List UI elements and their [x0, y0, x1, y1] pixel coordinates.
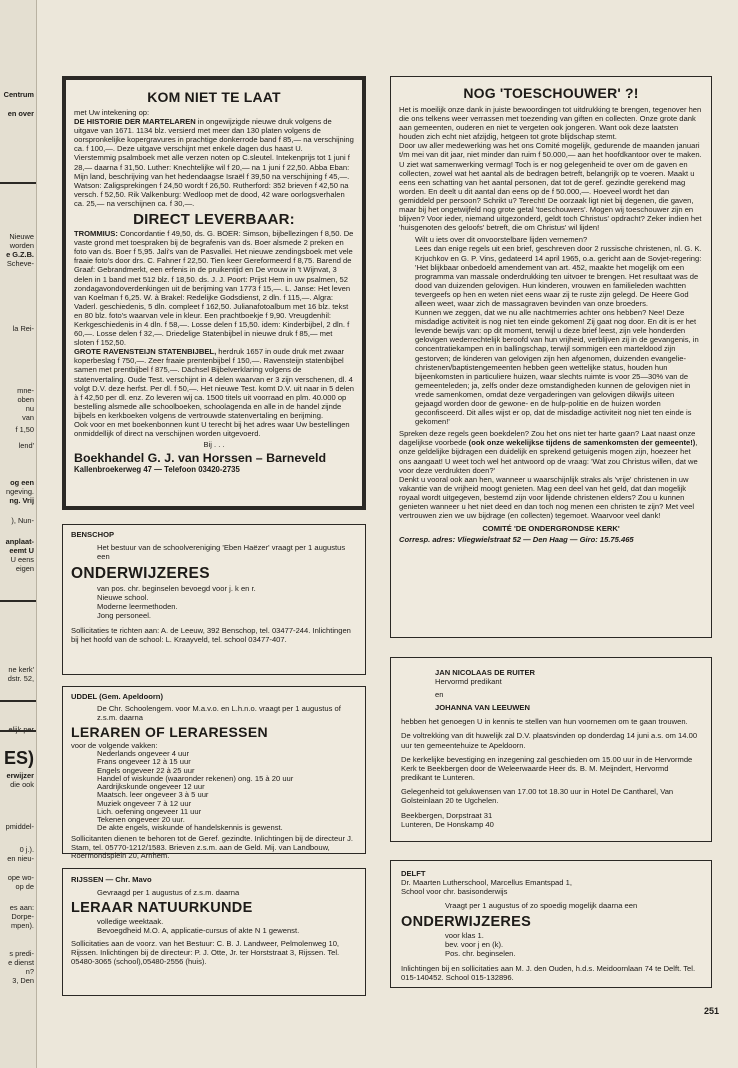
address-line: Beekbergen, Dorpstraat 31: [401, 811, 493, 821]
ad-text: DE HISTORIE DER MARTELAREN in ongewijzigde nieuwe druk volgens de uitgave van 1671. 1134 blz. versierd met meer dan 130 platen volgens de oorspronkelijke kopergravures in prachtige donkerrode band f 85,— na verschijning ca. f 100,—. Deze uitgave verschijnt met enkele dagen dus haast U.: [74, 117, 354, 154]
ad-place: UDDEL (Gem. Apeldoorn): [71, 692, 163, 701]
ad-title: ONDERWIJZERES: [401, 914, 532, 931]
list-item: van pos. chr. beginselen bevoegd voor j. k en r.: [97, 584, 256, 594]
ad-text: Ook voor en met boekenbonnen kunt U terecht bij het adres waar Uw bestellingen onmiddellijk of direct na verschijnen worden uitgevoerd.: [74, 420, 350, 439]
article-text: Het is moeilijk onze dank in juiste bewoordingen tot uitdrukking te brengen, tegenover hen die ons telkens weer verrassen met toezending van giften en collecten. Onze grote dank aan gemeenten, ouderen en niet te vergeten ook jongeren. Want ook deze laatsten houden zich echt niet afzijdig, hetgeen tot grote blijdschap stemt.: [399, 105, 702, 142]
list-item: Muziek ongeveer 7 à 12 uur: [97, 798, 192, 808]
announcement-text: De kerkelijke bevestiging en inzegening zal geschieden om 15.00 uur in de Hervormde Kerk te Beekbergen door de Weleerwaarde Heer ds. B. M. Meijndert, Hervormd predikant te Lunteren.: [401, 754, 693, 782]
margin-fragment: ng. Vrij: [9, 496, 34, 505]
ad-text: Sollicitaties te richten aan: A. de Leeuw, 392 Benschop, tel. 03477-244. Inlichtingen bij het hoofd van de school: L. Kraayveld, tel. school 03477-407.: [71, 625, 351, 644]
margin-fragment: ope wo-: [7, 873, 34, 882]
article-box: [390, 76, 712, 638]
ad-text: voor de volgende vakken:: [71, 741, 158, 751]
ad-subtitle: DIRECT LEVERBAAR:: [133, 211, 295, 229]
margin-fragment: Nieuwe: [9, 232, 34, 241]
margin-fragment: 0 j.).: [19, 845, 34, 854]
list-item: Engels ongeveer 22 à 25 uur: [97, 765, 195, 775]
list-item: Bevoegdheid M.O. A, applicatie-cursus of akte N 1 gewenst.: [97, 926, 300, 936]
ad-list: [71, 917, 357, 935]
ad-text: Sollicitaties aan de voorz. van het Bestuur: C. B. J. Landweer, Pelmolenweg 10, Rijssen. Inlichtingen bij de directeur: P. J. Otte, Jr. ter Horststraat 3, Rijssen. Tel. 05480-3065 (school),05480-2556 (huis).: [71, 939, 340, 967]
margin-fragment: og een: [10, 478, 34, 487]
margin-rule: [0, 730, 36, 732]
list-item: Handel of wiskunde (waaronder rekenen) ong. 15 à 20 uur: [97, 773, 294, 783]
margin-fragment: eigen: [15, 564, 34, 573]
margin-fragment: ), Nun-: [11, 516, 34, 525]
ad-text: Sollicitanten dienen te behoren tot de Geref. gezindte. Inlichtingen bij de directeur J. Stam, tel. 05770-1212/1583. Brieven z.s.m. aan de Geld. Mij. van Landbouw, Roermondsplein 20, Arnhem.: [71, 834, 353, 861]
list-item: Pos. chr. beginselen.: [445, 949, 516, 959]
list-item: Frans ongeveer 12 à 15 uur: [97, 757, 191, 767]
margin-fragment: oben: [17, 395, 34, 404]
ad-list: [71, 584, 357, 620]
ad-title: ONDERWIJZERES: [71, 565, 210, 583]
margin-fragment: worden: [9, 241, 34, 250]
wedding-announcement: [390, 657, 712, 842]
article-text: Kunnen we zeggen, dat we nu alle nachtmerries achter ons hebben? Nee! Deze misdadige activiteit is nog niet ten einde gekomen! Zij gaat nog door. En dit is er het levende bewijs van: op dit moment, terwijl u deze brief leest, zijn vele honderden gelovigen wederrechtelijk beroofd van hun vrijheid, verblijven zij in de gevangenis, in concentratiekampen en in ballingschap, terwijl sommigen een marteldood zijn gestorven; de kinderen van gelovigen zijn hen afgenomen, duizenden evangelie-christenen/baptistengemeenten hebben geen wettelijke status, houden hun bijeenkomsten in particuliere huizen, waar slechts ruimte is voor 25—30% van de gemeenteleden; ja, zelfs onder deze omstandigheden kunnen de gelovigen niet in vrede samenkomen, omdat deze vergaderingen van gelovigen dikwijls uiteen gejaagd worden door de gewone- en de hulp-politie en de huizen worden geconfisceerd. Dit alles wijst er op, dat de misdadige activiteit nog niet ten einde is gekomen!': [415, 308, 699, 427]
margin-fragment: ne kerk': [8, 665, 34, 674]
margin-fragment: pmiddel-: [5, 822, 34, 831]
list-item: Lich. oefening ongeveer 11 uur: [97, 806, 202, 816]
benschop-job-ad: [62, 524, 366, 675]
ad-list: [401, 931, 701, 958]
margin-fragment: ES): [3, 748, 34, 768]
ad-text: Vierstemmig psalmboek met alle verzen noten op C.sleutel. Intekenprijs tot 1 juni f 28,— daarna f 31,50. Luther: Knechtelijke wil f 20,— na 1 juni f 22,50. Abba Eban: Mijn land, beschrijving van het hedendaagse Israël f 39,50 na verschijning f 45,—. Watson: Zaligsprekingen f 24,50 wordt f 26,50. Rutherford: 352 brieven f 42,50 na versch. f 52,50. Rik Valkenburg: Wedloop met de dood, 42 ware oorlogsverhalen ca. 25,— na verschijnen ca. f 30,—.: [74, 153, 350, 208]
article-title: NOG 'TOESCHOUWER' ?!: [463, 85, 639, 101]
margin-fragment: Centrum: [3, 90, 34, 99]
groom-role: Hervormd predikant: [435, 677, 502, 687]
margin-fragment: 3, Den: [12, 976, 34, 985]
groom-name: JAN NICOLAAS DE RUITER: [435, 668, 535, 677]
list-item: Maatsch. leer ongeveer 3 à 5 uur: [97, 790, 209, 800]
ad-text: School voor chr. basisonderwijs: [401, 887, 508, 897]
uddel-job-ad: [62, 686, 366, 861]
address-line: Lunteren, De Honskamp 40: [401, 820, 494, 830]
margin-fragment: f 1,50: [15, 425, 34, 434]
shop-name: Boekhandel G. J. van Horssen – Barneveld: [74, 451, 327, 466]
ad-place: RIJSSEN — Chr. Mavo: [71, 875, 152, 884]
margin-fragment: mne-: [17, 386, 34, 395]
delft-job-ad: [390, 860, 712, 988]
list-item: De akte engels, wiskunde of handelskennis is gewenst.: [97, 823, 283, 833]
bookshop-ad: [62, 76, 366, 510]
conjunction: en: [435, 690, 444, 700]
article-corresp: Corresp. adres: Vliegwielstraat 52 — Den Haag — Giro: 15.75.465: [399, 535, 634, 545]
list-item: bev. voor j en (k).: [445, 940, 504, 950]
margin-fragment: e G.Z.B.: [6, 250, 34, 259]
article-text: Spreken deze regels geen boekdelen? Zou het ons niet ter harte gaan? Laat naast onze dagelijkse voorbede (ook onze wekelijkse tijdens de samenkomsten der gemeente!), onze geldelijke bijdragen een duidelijk en sprekend getuigenis mogen zijn, hoezeer het ons aangaat! U weet toch wel het antwoord op de vraag: 'Wat zou Christus willen, dat we voor deze verdrukten doen?': [399, 429, 698, 475]
ad-title: LERAAR NATUURKUNDE: [71, 900, 253, 917]
left-column-fragment: [0, 0, 37, 1068]
announcement-text: hebben het genoegen U in kennis te stellen van hun voornemen om te gaan trouwen.: [401, 717, 688, 727]
bride-name: JOHANNA VAN LEEUWEN: [435, 703, 530, 713]
list-item: voor klas 1.: [445, 931, 484, 941]
margin-fragment: eemt U: [9, 546, 34, 555]
ad-text: Bij . . .: [203, 440, 225, 450]
margin-fragment: es aan:: [9, 903, 34, 912]
margin-fragment: dstr. 52,: [7, 674, 34, 683]
article-text: Lees dan enige regels uit een brief, geschreven door 2 russische christenen, nl. G. K. Krjuchkov en G. P. Vins, gedateerd 14 april 1965, o.a. gericht aan de Sovjet-regering: 'Het blijkbaar onbedoeld amendement van art. 452, maakte het mogelijk om een programma van massale onderdrukking ten uitvoer te brengen. Het resultaat was de dood van duizenden gelovigen. Hun kinderen, vrouwen en familieleden wachtten tevergeefs op hen en weten niet eens waar zij te ruste zijn gelegd. De Heere God alleen weet, waar zich de massagraven bevinden van onze broeders.: [415, 244, 702, 308]
article-text: Denkt u vooral ook aan hen, wanneer u waarschijnlijk straks als 'vrije' christenen in uw vakantie van de vrijheid moogt genieten. Mag een deel van het geld, dat dan mogelijk royaal wordt uitgegeven, bestemd zijn voor lijdende christenen elders? Zou u kunnen genieten wanneer u het niet deed en dan toch nog menen een christen te zijn? Met veel vertrouwen zien we uw bijdrage (en collecten) tegemoet. Waarvoor veel dank!: [399, 474, 695, 521]
margin-fragment: anplaat-: [5, 537, 34, 546]
margin-fragment: s predi-: [9, 949, 34, 958]
announcement-text: Gelegenheid tot gelukwensen van 17.00 tot 18.30 uur in Hotel De Cantharel, Van Golsteinlaan 20 te Ugchelen.: [401, 786, 674, 806]
article-text: Door uw aller medewerking was het ons Comité mogelijk, gedurende de maanden januari t/m mei van dit jaar, niet minder dan ruim f 50.000,— aan het hoofdkantoor over te maken. U ziet wat samenwerking vermag! Toch is er nog gelegenheid te over om de gaven en collecten, zowel wat het aantal als de bedragen betreft, belangrijk op te voeren. Maakt u eens een schatting van het aantal personen, dat tot de geref. gezindte gerekend mag worden. En deelt u dit aantal dan eens op de f 50.000,—. Hoeveel wordt het dan gemiddeld per persoon? Schrikt u? Terecht! De oorzaak ligt niet bij degenen, die gaven, maar bij het ongetwijfeld nog grote getal 'toeschouwers'. Mogen wij toeschouwer zijn en blijven? Voor ieder, niemand uitgezonderd, geldt toch Christus' opdracht? Zeker indien het 'huisgenoten des geloofs' betreft, die om Christus' wil lijden!: [399, 141, 702, 233]
ad-text: Gevraagd per 1 augustus of z.s.m. daarna: [97, 888, 240, 897]
margin-fragment: die ook: [10, 780, 34, 789]
margin-rule: [0, 600, 36, 602]
ad-text: De Chr. Schoolengem. voor M.a.v.o. en L.h.n.o. vraagt per 1 augustus of z.s.m. daarna: [97, 704, 341, 723]
margin-fragment: Scheve-: [6, 259, 34, 268]
article-signature: COMITÉ 'DE ONDERGRONDSE KERK': [482, 524, 620, 534]
list-item: Aardrijkskunde ongeveer 12 uur: [97, 782, 205, 792]
list-item: Nederlands ongeveer 4 uur: [97, 749, 190, 759]
margin-fragment: en nieu-: [7, 854, 34, 863]
margin-fragment: nu: [25, 404, 34, 413]
margin-fragment: ngeving.: [6, 487, 34, 496]
margin-fragment: mpen).: [10, 921, 34, 930]
list-item: Jong personeel.: [97, 611, 152, 621]
ad-text: GROTE RAVENSTEIJN STATENBIJBEL, herdruk 1657 in oude druk met zwaar koperbeslag f 750,—. Zeer fraaie prentenbijbel f 150,—. Ravensteijn statenbijbel samen met prentbijbel f 875,—. Dächsel Bijbelverklaring volgens de statenvertaling. Oude Test. verschijnt in 4 delen waarvan er 3 zijn verschenen, dl. 4 volgt D.V. deze herfst. Per dl. f 50,—. Het nieuwe Test. komt D.V. uit naar in 5 delen à f 42,50 per dl. enz. Zo leveren wij ca. 1500 titels uit voorraad en plm. 40.000 op bestelling alsmede alle schoolboeken, schoolagenda en alle in de handel zijnde bijbels en kerkboeken volgens de vertrouwde statenvertaling en berijming.: [74, 347, 354, 420]
ad-text: TROMMIUS: Concordantie f 49,50, ds. G. BOER: Simson, bijbellezingen f 8,50. De vaste grond met toespraken bij de begrafenis van ds. Boer alsmede 2 preken en foto van ds. Boer f 5,95. Jali's van de Pasvallei. Het nieuwe zendingsboek met vele fraaie foto's door drs. C. Fahner f 22,50. Tien keer Gereformeerd f 8,75. Barend de Graaf: Gebrandmerkt, een erfenis in de pruikentijd en De vrouw in 't Wijnvat, 3 delen in 1 band met 512 blz. f 18,50. ds. J. J. Poort: Prijst Hem in uw psalmen, 52 zondagavondoverdenkingen uit de berijming van 1773 f 15,—. L. Janse: Het leven van Koelman f 6,25. W. à Brakel: Redelijke Godsdienst, 2 dln. f 115,—. Algra: Vaderl. geschiedenis, 5 dln. compleet f 162,50. Julianafotoalbum met 16 blz. tekst en 80 blz. foto's waarvan vele in kleur. Een prachtboekje f 9,90. Vreugdenhil: Kerkgeschiedenis in 4 dln. f 58,—. Losse delen f 15,50. idem: Kinderbijbel, 2 dln. f 60,—. Losse delen f 32,—. Driedelige Statenbijbel in nieuwe druk f 85,— met sloten f 152,50.: [74, 229, 354, 348]
page-number: 251: [704, 1006, 720, 1016]
margin-fragment: la Rei-: [12, 324, 34, 333]
ad-title: KOM NIET TE LAAT: [147, 89, 281, 105]
margin-rule: [0, 700, 36, 702]
ad-text: Inlichtingen bij en sollicitaties aan M. J. den Ouden, h.d.s. Meidoornlaan 74 te Delft. Tel. 015-140452. School 015-132896.: [401, 963, 696, 982]
margin-fragment: van: [22, 413, 34, 422]
ad-place: BENSCHOP: [71, 530, 115, 539]
margin-fragment: e dienst: [8, 958, 34, 967]
ad-text: Vraagt per 1 augustus of zo spoedig mogelijk daarna een: [445, 901, 638, 911]
ad-list: [71, 750, 357, 832]
ad-title: LERAREN OF LERARESSEN: [71, 724, 268, 741]
margin-fragment: U eens: [10, 555, 34, 564]
list-item: Nieuwe school.: [97, 593, 149, 603]
rijssen-job-ad: [62, 868, 366, 996]
margin-fragment: n?: [25, 967, 34, 976]
margin-rule: [0, 182, 36, 184]
margin-fragment: en over: [7, 109, 34, 118]
ad-text: Het bestuur van de schoolvereniging 'Eben Haëzer' vraagt per 1 augustus een: [97, 543, 346, 562]
margin-fragment: lend': [18, 441, 34, 450]
margin-fragment: Dorpe-: [11, 912, 34, 921]
ad-place: DELFT: [401, 869, 426, 878]
ad-text: Dr. Maarten Lutherschool, Marcellus Emantspad 1,: [401, 878, 572, 887]
announcement-text: De voltrekking van dit huwelijk zal D.V. plaatsvinden op donderdag 14 juni a.s. om 14.00 uur ten gemeentehuize te Apeldoorn.: [401, 731, 698, 750]
list-item: volledige weektaak.: [97, 917, 164, 927]
article-quote: [399, 235, 703, 426]
margin-fragment: erwijzer: [6, 771, 34, 780]
article-text: Wilt u iets over dit onvoorstelbare lijden vernemen?: [415, 235, 588, 245]
list-item: Moderne leermethoden.: [97, 602, 178, 612]
ad-text: met Uw intekening op:: [74, 108, 150, 117]
list-item: Tekenen ongeveer 20 uur.: [97, 814, 185, 824]
shop-address: Kallenbroekerweg 47 — Telefoon 03420-2735: [74, 465, 240, 475]
margin-fragment: op de: [15, 882, 34, 891]
